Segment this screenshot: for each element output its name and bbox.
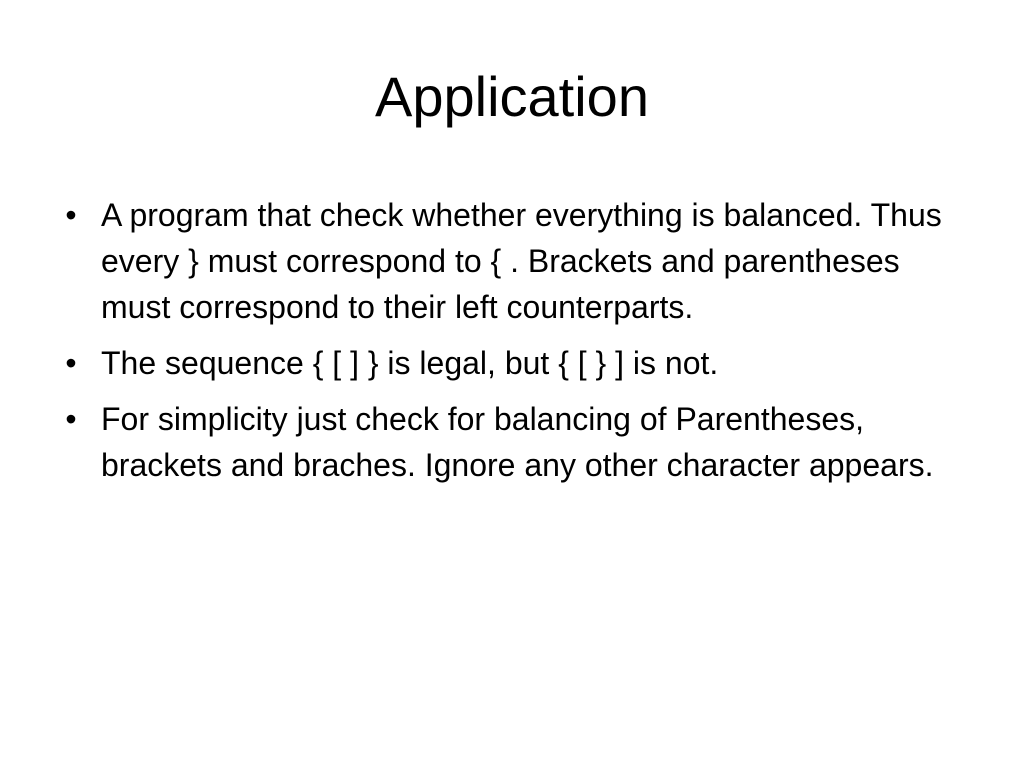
bullet-item (56, 192, 956, 330)
bullet-text: The sequence { [ ] } is legal, but { [ } ] is not. (101, 345, 719, 381)
bullet-item (56, 340, 956, 386)
bullet-text: A program that check whether everything is balanced. Thus every } must correspond to { . Brackets and parentheses must correspond to their left counterparts. (101, 197, 942, 325)
bullet-marker-icon: • (65, 197, 77, 233)
bullet-list (56, 192, 956, 498)
slide-title: Application (375, 65, 649, 128)
bullet-marker-icon: • (65, 401, 77, 437)
bullet-item (56, 396, 956, 488)
bullet-text: For simplicity just check for balancing of Parentheses, brackets and braches. Ignore any other character appears. (101, 401, 934, 483)
bullet-marker-icon: • (65, 345, 77, 381)
